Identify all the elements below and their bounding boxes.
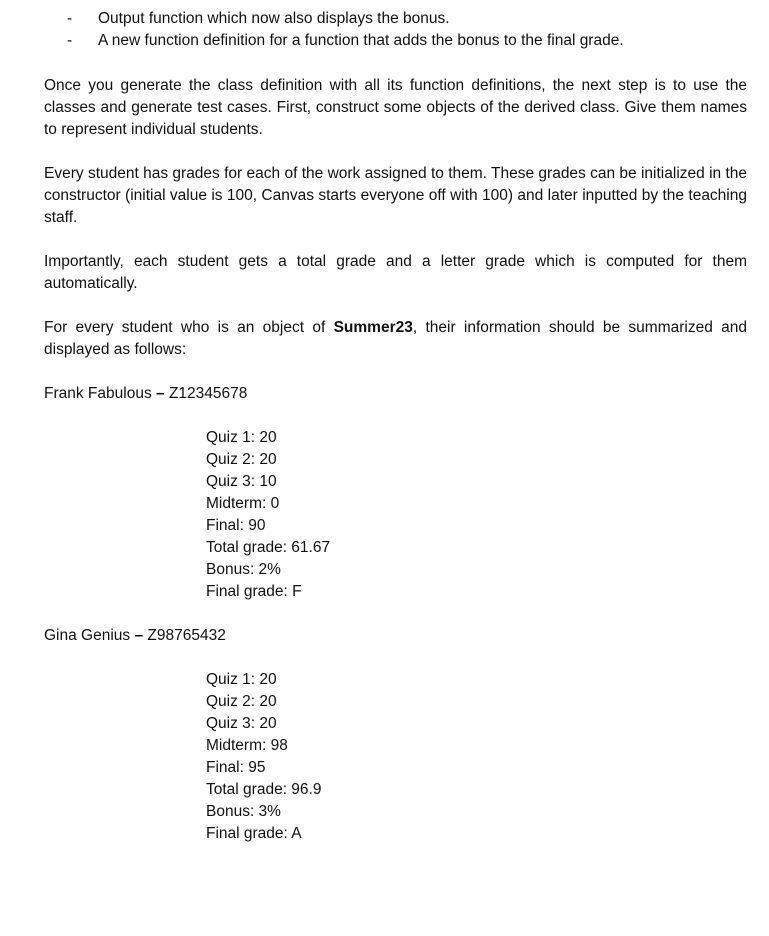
grade-line: Bonus: 2% bbox=[206, 561, 281, 578]
student-header-frank bbox=[44, 383, 247, 405]
class-name-summer23: Summer23 bbox=[333, 319, 413, 336]
paragraph-class-definition: Once you generate the class definition with all its function definitions, the next step is to use the classes and generate test cases. First, construct some objects of the derived class. Give them names to represent individual students. bbox=[44, 77, 747, 138]
grade-list-gina bbox=[206, 669, 506, 845]
grade-line: Final: 95 bbox=[206, 759, 266, 776]
student-name: Frank Fabulous bbox=[44, 385, 152, 402]
grade-list-frank bbox=[206, 427, 506, 603]
grade-line: Quiz 3: 10 bbox=[206, 473, 277, 490]
student-separator: – bbox=[134, 627, 144, 644]
grade-line: Quiz 1: 20 bbox=[206, 671, 277, 688]
grade-line: Final: 90 bbox=[206, 517, 266, 534]
student-header-gina bbox=[44, 625, 226, 647]
grade-line: Quiz 2: 20 bbox=[206, 693, 277, 710]
bullet-text: Output function which now also displays the bonus. bbox=[98, 10, 450, 27]
grade-line: Midterm: 98 bbox=[206, 737, 288, 754]
student-separator: – bbox=[156, 385, 165, 402]
paragraph-summary-text-after: , their information should be summarized and displayed as follows: bbox=[44, 319, 747, 358]
grade-line: Midterm: 0 bbox=[206, 495, 280, 512]
grade-line: Bonus: 3% bbox=[206, 803, 281, 820]
grade-line: Quiz 1: 20 bbox=[206, 429, 277, 446]
grade-line: Total grade: 96.9 bbox=[206, 781, 322, 798]
grade-line: Final grade: A bbox=[206, 825, 302, 842]
bullet-item bbox=[0, 8, 769, 30]
bullet-list bbox=[0, 8, 769, 52]
grade-line: Quiz 2: 20 bbox=[206, 451, 277, 468]
student-name: Gina Genius bbox=[44, 627, 131, 644]
bullet-item bbox=[0, 30, 769, 52]
paragraph-total-grade: Importantly, each student gets a total grade and a letter grade which is computed for them automatically. bbox=[44, 253, 747, 292]
bullet-dash: - bbox=[67, 10, 73, 27]
grade-line: Quiz 3: 20 bbox=[206, 715, 277, 732]
bullet-text: A new function definition for a function that adds the bonus to the final grade. bbox=[98, 32, 624, 49]
grade-line: Total grade: 61.67 bbox=[206, 539, 331, 556]
bullet-dash: - bbox=[67, 32, 73, 49]
grade-line: Final grade: F bbox=[206, 583, 302, 600]
paragraph-summary-format bbox=[44, 317, 747, 361]
student-id: Z12345678 bbox=[168, 385, 248, 402]
paragraph-grades-initialization: Every student has grades for each of the work assigned to them. These grades can be initialized in the constructor (initial value is 100, Canvas starts everyone off with 100) and later inputted by the teaching staff. bbox=[44, 165, 747, 226]
student-id: Z98765432 bbox=[147, 627, 226, 644]
paragraph-summary-text-before: For every student who is an object of bbox=[44, 319, 334, 336]
